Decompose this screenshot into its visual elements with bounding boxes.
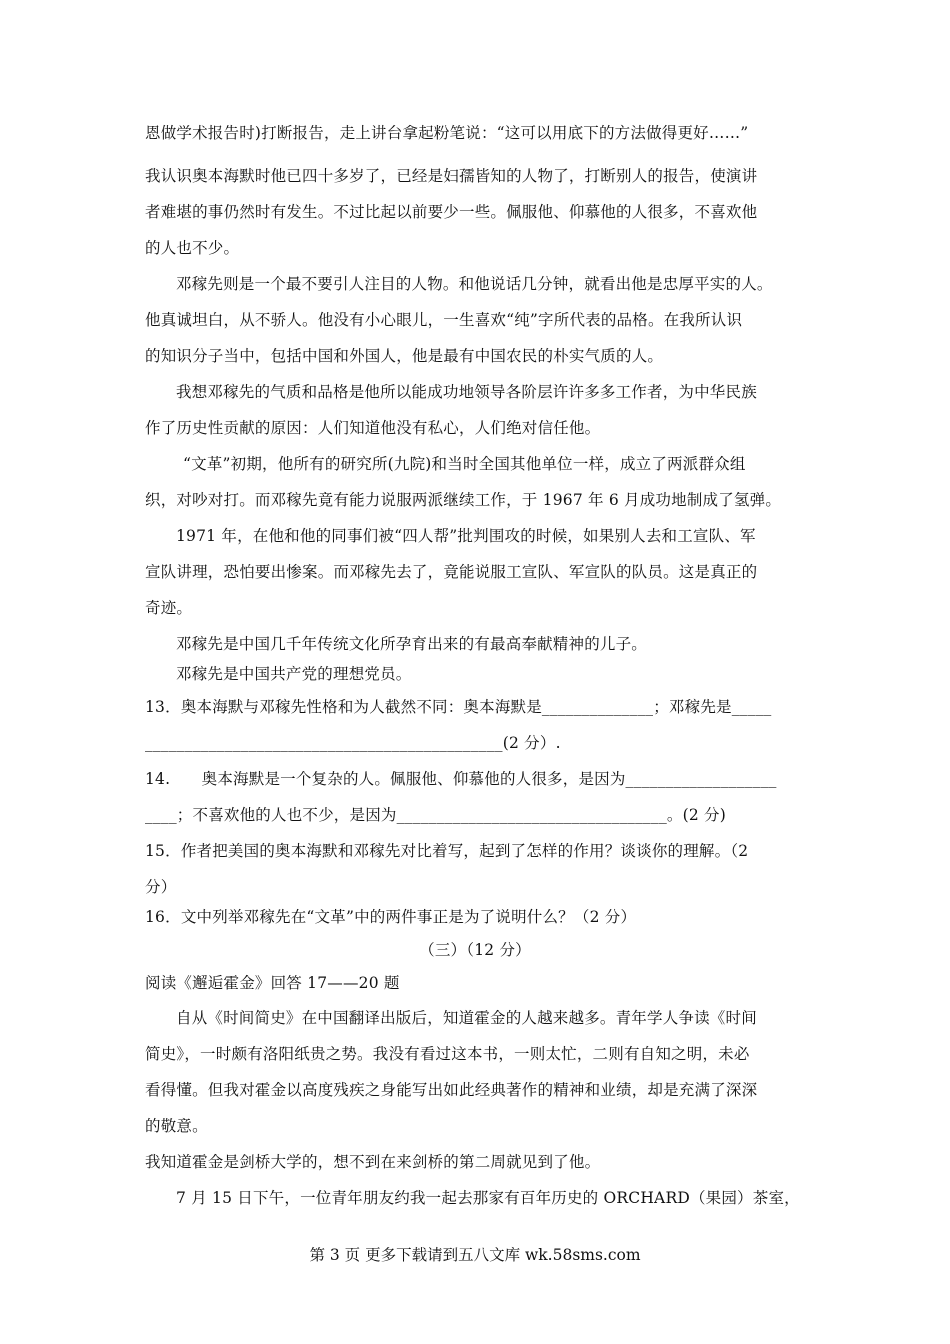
section-heading: （三）（12 分） (419, 941, 531, 959)
text-line: 自从《时间简史》在中国翻译出版后，知道霍金的人越来越多。青年学人争读《时间 (176, 1009, 757, 1027)
text-line: 他真诚坦白，从不骄人。他没有小心眼儿，一生喜欢“纯”字所代表的品格。在我所认识 (145, 311, 743, 329)
question-13: 13．奥本海默与邓稼先性格和为人截然不同：奥本海默是______________；邓稼先是_____ (145, 698, 772, 716)
text-line: 作了历史性贡献的原因：人们知道他没有私心，人们绝对信任他。 (145, 419, 601, 437)
text-line: 7 月 15 日下午，一位青年朋友约我一起去那家有百年历史的 ORCHARD（果园）茶室， (176, 1189, 800, 1207)
question-14-cont: ____；不喜欢他的人也不少，是因为__________________________________。(2 分) (145, 806, 726, 824)
text-line: 的知识分子当中，包括中国和外国人，他是最有中国农民的朴实气质的人。 (145, 347, 664, 365)
question-16: 16．文中列举邓稼先在“文革”中的两件事正是为了说明什么？（2 分） (145, 908, 637, 926)
text-line: 的人也不少。 (145, 239, 240, 257)
question-15-cont: 分） (145, 878, 177, 896)
text-line: 我想邓稼先的气质和品格是他所以能成功地领导各阶层许许多多工作者，为中华民族 (176, 383, 757, 401)
question-15: 15．作者把美国的奥本海默和邓稼先对比着写，起到了怎样的作用？谈谈你的理解。（2 (145, 842, 749, 860)
reading-intro: 阅读《邂逅霍金》回答 17——20 题 (145, 974, 400, 992)
text-line: 的敬意。 (145, 1117, 208, 1135)
text-line: 邓稼先是中国共产党的理想党员。 (176, 665, 412, 683)
text-line: 简史》，一时颇有洛阳纸贵之势。我没有看过这本书，一则太忙，二则有自知之明，未必 (145, 1045, 750, 1063)
text-line: 邓稼先则是一个最不要引人注目的人物。和他说话几分钟，就看出他是忠厚平实的人。 (176, 275, 773, 293)
text-line: 1971 年，在他和他的同事们被“四人帮”批判围攻的时候，如果别人去和工宣队、军 (176, 527, 756, 545)
text-line: “文革”初期，他所有的研究所(九院)和当时全国其他单位一样，成立了两派群众组 (183, 455, 746, 473)
question-14: 14. 奥本海默是一个复杂的人。佩服他、仰慕他的人很多，是因为___________________ (145, 770, 777, 788)
text-line: 奇迹。 (145, 599, 193, 617)
text-line: 看得懂。但我对霍金以高度残疾之身能写出如此经典著作的精神和业绩，却是充满了深深 (145, 1081, 758, 1099)
text-line: 我知道霍金是剑桥大学的，想不到在来剑桥的第二周就见到了他。 (145, 1153, 601, 1171)
text-line: 恩做学术报告时)打断报告，走上讲台拿起粉笔说：“这可以用底下的方法做得更好……” (145, 124, 749, 142)
text-line: 邓稼先是中国几千年传统文化所孕育出来的有最高奉献精神的儿子。 (176, 635, 648, 653)
text-line: 我认识奥本海默时他已四十多岁了，已经是妇孺皆知的人物了，打断别人的报告，使演讲 (145, 167, 758, 185)
text-line: 宣队讲理，恐怕要出惨案。而邓稼先去了，竟能说服工宣队、军宣队的队员。这是真正的 (145, 563, 758, 581)
question-13-cont: _____________________________________________(2 分）. (145, 734, 561, 752)
page-footer: 第 3 页 更多下载请到五八文库 wk.58sms.com (309, 1246, 641, 1264)
text-line: 织，对吵对打。而邓稼先竟有能力说服两派继续工作，于 1967 年 6 月成功地制成了氢弹。 (145, 491, 782, 509)
text-line: 者难堪的事仍然时有发生。不过比起以前要少一些。佩服他、仰慕他的人很多，不喜欢他 (145, 203, 758, 221)
